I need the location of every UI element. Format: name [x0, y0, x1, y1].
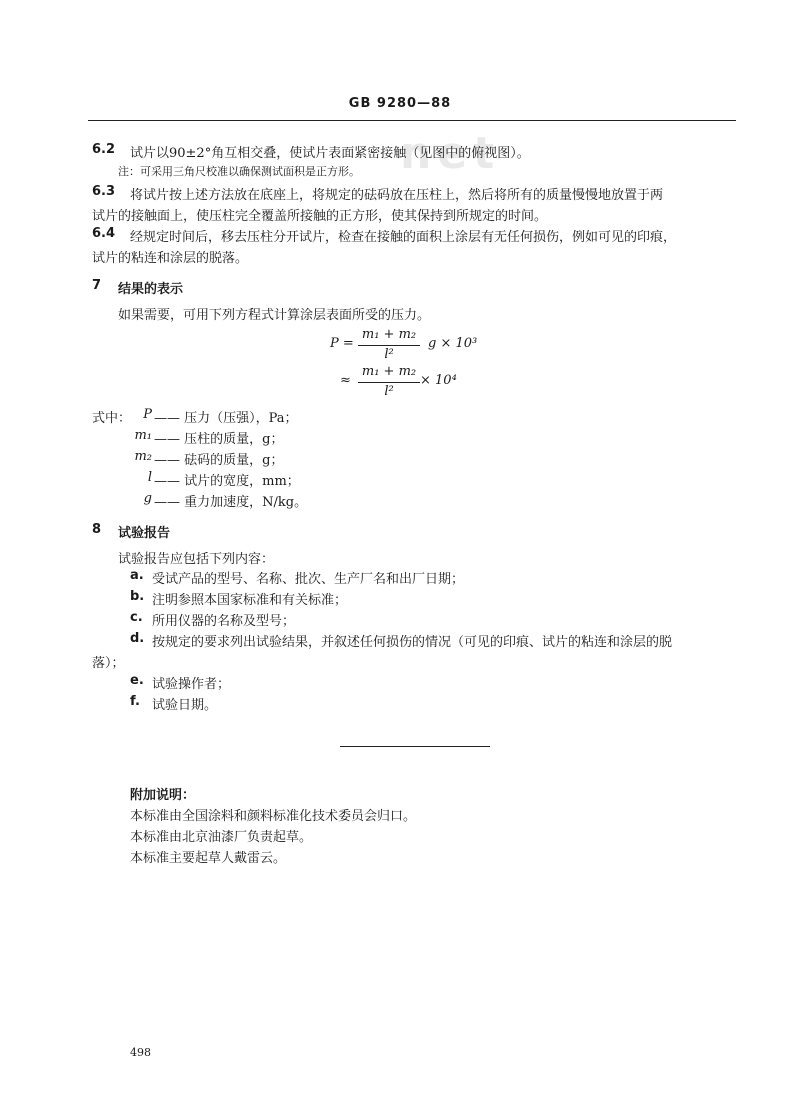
- list-item: 受试产品的型号、名称、批次、生产厂名和出厂日期；: [152, 572, 465, 587]
- formula-factor: g × 10³: [428, 336, 478, 351]
- section-intro: 如果需要，可用下列方程式计算涂层表面所受的压力。: [118, 308, 431, 323]
- header-rule: [88, 120, 736, 121]
- list-label: e.: [130, 673, 144, 688]
- definition-symbol: m₁: [134, 428, 152, 443]
- list-item: 注明参照本国家标准和有关标准；: [152, 593, 348, 608]
- definition-text: —— 重力加速度，N/kg。: [154, 495, 308, 510]
- definition-text: —— 压柱的质量，g；: [154, 432, 284, 447]
- section-title: 试验报告: [118, 526, 171, 541]
- list-label: f.: [130, 694, 140, 709]
- fraction-bar: [358, 345, 420, 346]
- section-number: 8: [92, 522, 102, 537]
- list-item: 试验日期。: [152, 698, 218, 713]
- section-title: 结果的表示: [118, 282, 184, 297]
- list-label: b.: [130, 589, 145, 604]
- formula-denominator: l²: [384, 384, 394, 399]
- definition-text: —— 砝码的质量，g；: [154, 453, 284, 468]
- list-item: 所用仪器的名称及型号；: [152, 614, 296, 629]
- clause-number: 6.3: [92, 184, 116, 199]
- formula-factor: × 10⁴: [420, 373, 457, 388]
- list-label: a.: [130, 568, 144, 583]
- definition-text: —— 试片的宽度，mm；: [154, 474, 300, 489]
- list-label: c.: [130, 610, 143, 625]
- formula-numerator: m₁ + m₂: [361, 327, 417, 342]
- document-header: GB 9280—88: [348, 96, 452, 111]
- page-number: 498: [130, 1046, 151, 1059]
- where-label: 式中：: [92, 411, 132, 426]
- clause-text: 试片以90±2°角互相交叠，使试片表面紧密接触（见图中的俯视图）。: [130, 146, 530, 161]
- list-label: d.: [130, 631, 145, 646]
- appendix-line: 本标准主要起草人戴雷云。: [130, 851, 287, 866]
- clause-number: 6.2: [92, 142, 116, 157]
- definition-symbol: P: [143, 407, 152, 422]
- appendix-title: 附加说明：: [130, 788, 196, 803]
- clause-text: 经规定时间后，移去压柱分开试片，检查在接触的面积上涂层有无任何损伤，例如可见的印痕，: [130, 230, 677, 245]
- section-intro: 试验报告应包括下列内容：: [118, 552, 275, 567]
- section-number: 7: [92, 278, 102, 293]
- clause-number: 6.4: [92, 226, 116, 241]
- end-rule: [340, 746, 490, 747]
- watermark: net: [400, 128, 501, 179]
- clause-text-continued: 试片的粘连和涂层的脱落。: [92, 251, 249, 266]
- formula-approx: ≈: [340, 373, 351, 388]
- clause-text: 将试片按上述方法放在底座上，将规定的砝码放在压柱上，然后将所有的质量慢慢地放置于两: [130, 188, 664, 203]
- definition-symbol: l: [147, 470, 152, 485]
- list-item-continued: 落）；: [92, 656, 125, 671]
- appendix-line: 本标准由全国涂料和颜料标准化技术委员会归口。: [130, 809, 417, 824]
- definition-text: —— 压力（压强），Pa；: [154, 411, 298, 426]
- clause-text-continued: 试片的接触面上，使压柱完全覆盖所接触的正方形，使其保持到所规定的时间。: [92, 209, 548, 224]
- formula-denominator: l²: [384, 347, 394, 362]
- appendix-line: 本标准由北京油漆厂负责起草。: [130, 830, 313, 845]
- formula-numerator: m₁ + m₂: [361, 364, 417, 379]
- list-item: 试验操作者；: [152, 677, 231, 692]
- clause-note: 注：可采用三角尺校准以确保测试面积是正方形。: [118, 165, 360, 178]
- definition-symbol: g: [143, 491, 152, 506]
- formula-lhs: P =: [330, 336, 354, 351]
- fraction-bar: [358, 382, 420, 383]
- list-item: 按规定的要求列出试验结果，并叙述任何损伤的情况（可见的印痕、试片的粘连和涂层的脱: [152, 635, 673, 650]
- definition-symbol: m₂: [134, 449, 152, 464]
